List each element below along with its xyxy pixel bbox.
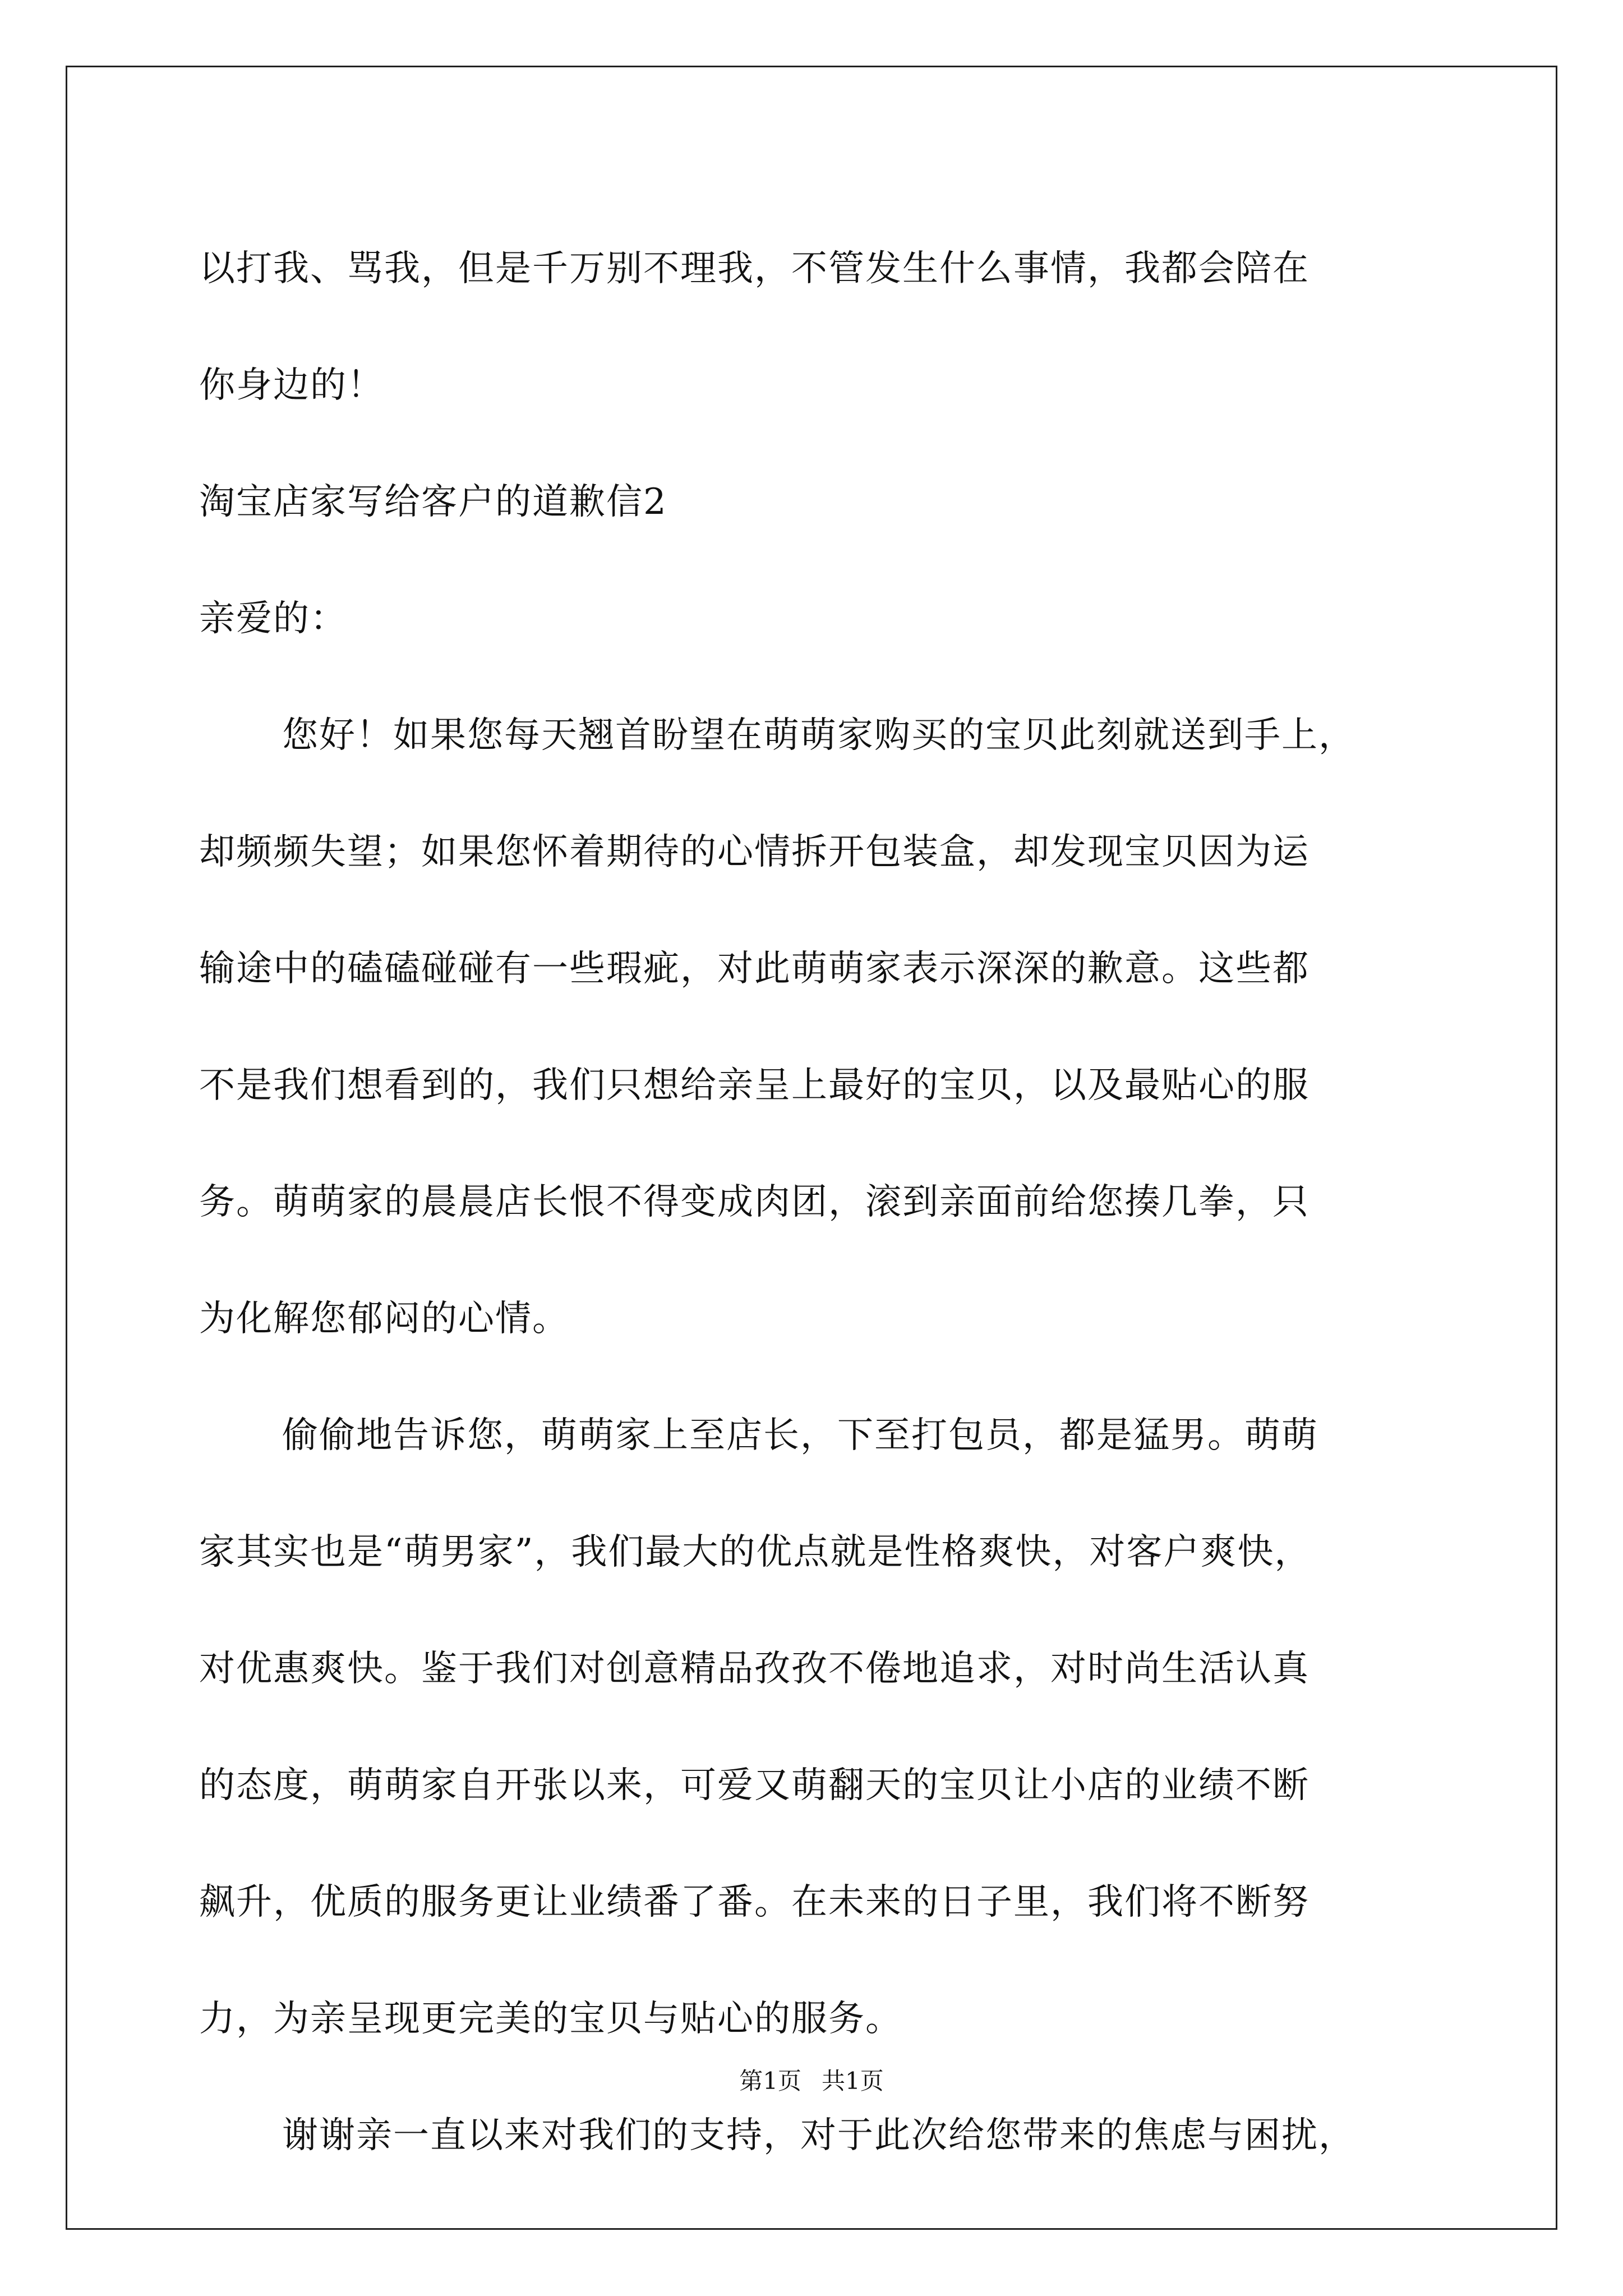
page-total: 共1页: [822, 2067, 884, 2095]
text-line: 飙升，优质的服务更让业绩番了番。在未来的日子里，我们将不断努: [199, 1881, 1310, 1923]
text-line: 以打我、骂我，但是千万别不理我，不管发生什么事情，我都会陪在: [199, 248, 1310, 289]
salutation: 亲爱的：: [199, 598, 347, 639]
text-line: 家其实也是“萌男家”，我们最大的优点就是性格爽快，对客户爽快，: [199, 1531, 1312, 1573]
text-line: 输途中的磕磕碰碰有一些瑕疵，对此萌萌家表示深深的歉意。这些都: [199, 948, 1310, 990]
paragraph-start: 谢谢亲一直以来对我们的支持，对于此次给您带来的焦虑与困扰，: [282, 2115, 1355, 2156]
text-line: 对优惠爽快。鉴于我们对创意精品孜孜不倦地追求，对时尚生活认真: [199, 1648, 1310, 1690]
text-line: 不是我们想看到的，我们只想给亲呈上最好的宝贝，以及最贴心的服: [199, 1065, 1310, 1106]
page-footer: [0, 2064, 1623, 2098]
page-number: 第1页: [739, 2067, 801, 2095]
text-line: 你身边的！: [199, 365, 384, 406]
document-body: [199, 210, 1478, 2194]
text-line: 务。萌萌家的晨晨店长恨不得变成肉团，滚到亲面前给您揍几拳，只: [199, 1181, 1310, 1223]
text-line: 为化解您郁闷的心情。: [199, 1298, 569, 1340]
paragraph-start: 偷偷地告诉您，萌萌家上至店长，下至打包员，都是猛男。萌萌: [282, 1415, 1318, 1456]
text-line: 却频频失望；如果您怀着期待的心情拆开包装盒，却发现宝贝因为运: [199, 831, 1310, 873]
paragraph-start: 您好！如果您每天翘首盼望在萌萌家购买的宝贝此刻就送到手上，: [282, 715, 1355, 756]
letter-title: 淘宝店家写给客户的道歉信2: [199, 481, 667, 523]
text-line: 的态度，萌萌家自开张以来，可爱又萌翻天的宝贝让小店的业绩不断: [199, 1765, 1310, 1806]
text-line: 力，为亲呈现更完美的宝贝与贴心的服务。: [199, 1998, 902, 2040]
